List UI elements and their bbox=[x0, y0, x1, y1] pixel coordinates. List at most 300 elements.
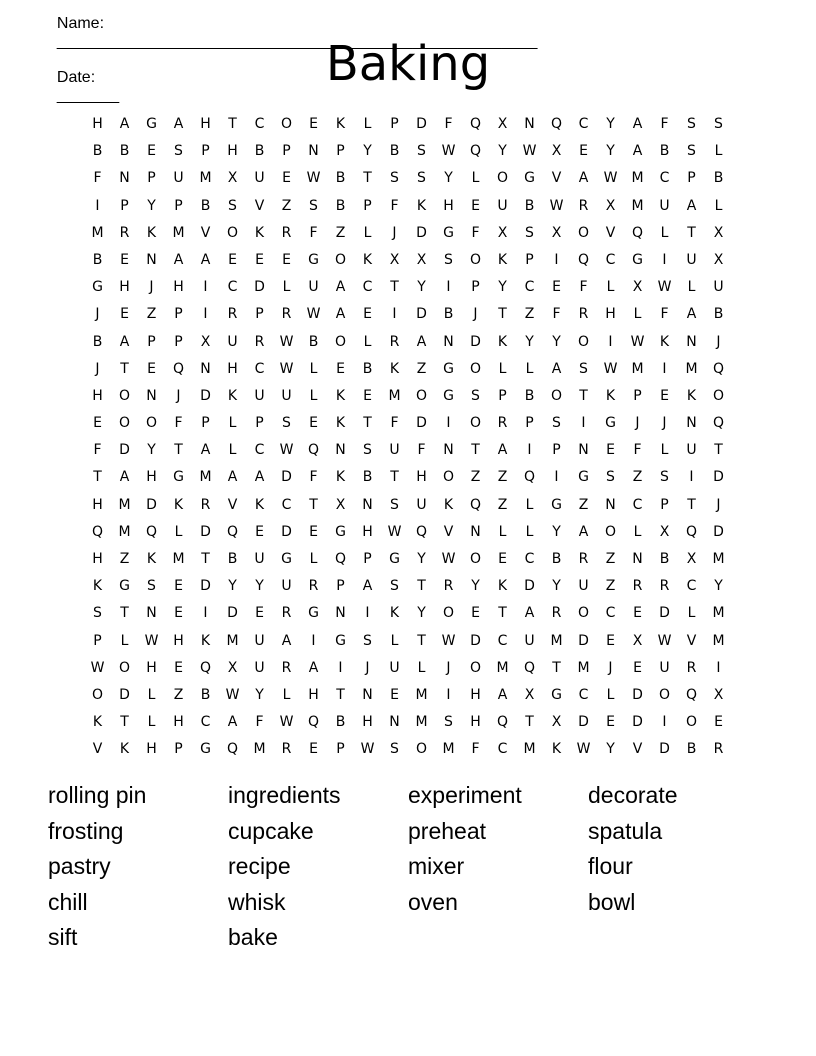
grid-letter[interactable]: E bbox=[633, 659, 642, 676]
grid-letter[interactable]: P bbox=[660, 496, 669, 513]
grid-letter[interactable]: L bbox=[525, 523, 534, 540]
grid-letter[interactable]: Y bbox=[417, 279, 426, 296]
grid-letter[interactable]: E bbox=[363, 387, 372, 404]
grid-letter[interactable]: Y bbox=[498, 143, 507, 160]
grid-letter[interactable]: D bbox=[632, 686, 643, 703]
grid-letter[interactable]: L bbox=[606, 279, 615, 296]
grid-letter[interactable]: Y bbox=[444, 170, 453, 187]
grid-letter[interactable]: N bbox=[686, 415, 697, 432]
grid-letter[interactable]: H bbox=[173, 714, 184, 731]
grid-letter[interactable]: Y bbox=[552, 578, 561, 595]
grid-letter[interactable]: M bbox=[685, 360, 698, 377]
grid-letter[interactable]: X bbox=[632, 632, 643, 649]
grid-letter[interactable]: P bbox=[687, 170, 696, 187]
grid-letter[interactable]: G bbox=[389, 551, 400, 567]
grid-letter[interactable]: O bbox=[226, 224, 239, 241]
grid-letter[interactable]: Q bbox=[685, 523, 698, 540]
grid-letter[interactable]: L bbox=[228, 442, 237, 459]
grid-letter[interactable]: P bbox=[147, 170, 156, 187]
grid-letter[interactable]: K bbox=[173, 496, 184, 513]
grid-letter[interactable]: P bbox=[255, 306, 264, 323]
grid-letter[interactable]: W bbox=[657, 279, 672, 296]
grid-letter[interactable]: G bbox=[443, 224, 454, 241]
grid-letter[interactable]: G bbox=[92, 279, 103, 296]
grid-letter[interactable]: I bbox=[446, 686, 451, 703]
grid-letter[interactable]: D bbox=[632, 714, 643, 731]
grid-letter[interactable]: Q bbox=[91, 523, 104, 540]
grid-letter[interactable]: A bbox=[686, 306, 697, 323]
grid-letter[interactable]: Z bbox=[605, 551, 616, 567]
grid-letter[interactable]: T bbox=[120, 605, 129, 622]
grid-letter[interactable]: C bbox=[524, 551, 535, 567]
grid-letter[interactable]: U bbox=[254, 387, 265, 404]
grid-letter[interactable]: G bbox=[308, 251, 319, 268]
grid-letter[interactable]: E bbox=[606, 714, 615, 731]
grid-letter[interactable]: M bbox=[226, 632, 239, 649]
grid-letter[interactable]: W bbox=[630, 333, 645, 350]
grid-letter[interactable]: U bbox=[713, 279, 724, 296]
grid-letter[interactable]: H bbox=[470, 714, 481, 731]
grid-letter[interactable]: L bbox=[363, 116, 372, 132]
grid-letter[interactable]: Y bbox=[255, 578, 264, 595]
grid-letter[interactable]: R bbox=[389, 333, 400, 350]
grid-letter[interactable]: A bbox=[632, 116, 643, 132]
grid-letter[interactable]: E bbox=[255, 605, 264, 622]
grid-letter[interactable]: R bbox=[281, 306, 292, 323]
grid-letter[interactable]: W bbox=[306, 170, 321, 187]
grid-letter[interactable]: X bbox=[551, 224, 562, 241]
grid-letter[interactable]: H bbox=[146, 659, 157, 676]
grid-letter[interactable]: D bbox=[416, 306, 427, 323]
grid-letter[interactable]: O bbox=[442, 469, 455, 486]
grid-letter[interactable]: O bbox=[469, 360, 482, 377]
grid-letter[interactable]: I bbox=[203, 306, 208, 323]
grid-letter[interactable]: W bbox=[306, 306, 321, 323]
grid-letter[interactable]: T bbox=[228, 116, 237, 132]
grid-letter[interactable]: U bbox=[389, 659, 400, 676]
grid-letter[interactable]: E bbox=[174, 659, 183, 676]
grid-letter[interactable]: E bbox=[309, 523, 318, 540]
grid-letter[interactable]: Y bbox=[471, 578, 480, 595]
grid-letter[interactable]: Y bbox=[552, 333, 561, 350]
grid-letter[interactable]: V bbox=[605, 224, 616, 241]
grid-letter[interactable]: Q bbox=[469, 116, 482, 132]
grid-letter[interactable]: Y bbox=[417, 551, 426, 567]
grid-letter[interactable]: T bbox=[687, 224, 696, 241]
grid-letter[interactable]: H bbox=[227, 143, 238, 160]
grid-letter[interactable]: D bbox=[200, 387, 211, 404]
grid-letter[interactable]: I bbox=[608, 333, 613, 350]
grid-letter[interactable]: B bbox=[335, 714, 346, 731]
grid-letter[interactable]: P bbox=[471, 279, 480, 296]
grid-letter[interactable]: W bbox=[441, 632, 456, 649]
grid-letter[interactable]: Q bbox=[307, 714, 320, 731]
grid-letter[interactable]: S bbox=[390, 170, 399, 187]
grid-letter[interactable]: G bbox=[443, 387, 454, 404]
grid-letter[interactable]: S bbox=[714, 116, 723, 132]
grid-letter[interactable]: K bbox=[146, 224, 157, 241]
grid-letter[interactable]: I bbox=[311, 632, 316, 649]
grid-letter[interactable]: N bbox=[146, 387, 157, 404]
grid-letter[interactable]: H bbox=[92, 116, 103, 132]
grid-letter[interactable]: B bbox=[362, 469, 373, 486]
grid-letter[interactable]: B bbox=[92, 143, 103, 160]
grid-letter[interactable]: T bbox=[714, 442, 723, 459]
grid-letter[interactable]: O bbox=[469, 251, 482, 268]
grid-letter[interactable]: K bbox=[254, 496, 265, 513]
grid-letter[interactable]: E bbox=[120, 251, 129, 268]
grid-letter[interactable]: O bbox=[415, 387, 428, 404]
grid-letter[interactable]: W bbox=[144, 632, 159, 649]
grid-letter[interactable]: A bbox=[200, 251, 211, 268]
grid-letter[interactable]: K bbox=[200, 632, 211, 649]
grid-letter[interactable]: I bbox=[689, 469, 694, 486]
grid-letter[interactable]: I bbox=[203, 605, 208, 622]
grid-letter[interactable]: A bbox=[308, 659, 319, 676]
grid-letter[interactable]: L bbox=[363, 224, 372, 241]
grid-letter[interactable]: B bbox=[362, 360, 373, 377]
grid-letter[interactable]: N bbox=[524, 116, 535, 132]
grid-letter[interactable]: P bbox=[363, 197, 372, 214]
grid-letter[interactable]: K bbox=[119, 741, 130, 758]
grid-letter[interactable]: W bbox=[279, 360, 294, 377]
grid-letter[interactable]: E bbox=[309, 415, 318, 432]
grid-letter[interactable]: M bbox=[415, 686, 428, 703]
grid-letter[interactable]: P bbox=[255, 415, 264, 432]
grid-letter[interactable]: N bbox=[605, 496, 616, 513]
grid-letter[interactable]: N bbox=[578, 442, 589, 459]
grid-letter[interactable]: M bbox=[415, 714, 428, 731]
grid-letter[interactable]: L bbox=[147, 714, 156, 731]
grid-letter[interactable]: F bbox=[552, 306, 561, 323]
grid-letter[interactable]: M bbox=[712, 632, 725, 649]
grid-letter[interactable]: T bbox=[390, 469, 399, 486]
grid-letter[interactable]: C bbox=[632, 496, 643, 513]
grid-letter[interactable]: Q bbox=[469, 496, 482, 513]
grid-letter[interactable]: G bbox=[632, 251, 643, 268]
grid-letter[interactable]: K bbox=[92, 714, 103, 731]
grid-letter[interactable]: T bbox=[93, 469, 102, 486]
grid-letter[interactable]: S bbox=[444, 251, 453, 268]
grid-letter[interactable]: L bbox=[390, 632, 399, 649]
grid-letter[interactable]: R bbox=[227, 306, 238, 323]
grid-letter[interactable]: D bbox=[119, 442, 130, 459]
grid-letter[interactable]: J bbox=[716, 333, 721, 350]
grid-letter[interactable]: F bbox=[390, 197, 399, 214]
grid-letter[interactable]: Y bbox=[525, 333, 534, 350]
grid-letter[interactable]: K bbox=[686, 387, 697, 404]
grid-letter[interactable]: X bbox=[605, 197, 616, 214]
grid-letter[interactable]: E bbox=[660, 387, 669, 404]
grid-letter[interactable]: E bbox=[282, 170, 291, 187]
grid-letter[interactable]: N bbox=[335, 442, 346, 459]
grid-letter[interactable]: E bbox=[498, 551, 507, 567]
grid-letter[interactable]: M bbox=[199, 469, 212, 486]
grid-letter[interactable]: H bbox=[227, 360, 238, 377]
grid-letter[interactable]: X bbox=[227, 170, 238, 187]
grid-letter[interactable]: T bbox=[471, 442, 480, 459]
grid-letter[interactable]: X bbox=[551, 143, 562, 160]
grid-letter[interactable]: X bbox=[497, 116, 508, 132]
grid-letter[interactable]: E bbox=[714, 714, 723, 731]
grid-letter[interactable]: A bbox=[686, 197, 697, 214]
grid-letter[interactable]: P bbox=[390, 116, 399, 132]
grid-letter[interactable]: X bbox=[416, 251, 427, 268]
grid-letter[interactable]: Q bbox=[631, 224, 644, 241]
grid-letter[interactable]: N bbox=[389, 714, 400, 731]
grid-letter[interactable]: K bbox=[497, 333, 508, 350]
grid-letter[interactable]: A bbox=[335, 306, 346, 323]
grid-letter[interactable]: W bbox=[441, 143, 456, 160]
grid-letter[interactable]: D bbox=[713, 523, 724, 540]
grid-letter[interactable]: F bbox=[174, 415, 183, 432]
grid-letter[interactable]: S bbox=[687, 143, 696, 160]
grid-letter[interactable]: Y bbox=[552, 523, 561, 540]
grid-letter[interactable]: E bbox=[552, 279, 561, 296]
grid-letter[interactable]: M bbox=[172, 224, 185, 241]
grid-letter[interactable]: E bbox=[174, 578, 183, 595]
grid-letter[interactable]: I bbox=[662, 360, 667, 377]
grid-letter[interactable]: E bbox=[309, 116, 318, 132]
grid-letter[interactable]: S bbox=[687, 116, 696, 132]
grid-letter[interactable]: B bbox=[659, 143, 670, 160]
grid-letter[interactable]: U bbox=[524, 632, 535, 649]
grid-letter[interactable]: L bbox=[309, 360, 318, 377]
grid-letter[interactable]: K bbox=[659, 333, 670, 350]
grid-letter[interactable]: Q bbox=[523, 469, 536, 486]
grid-letter[interactable]: X bbox=[551, 714, 562, 731]
grid-letter[interactable]: I bbox=[203, 279, 208, 296]
grid-letter[interactable]: A bbox=[227, 469, 238, 486]
grid-letter[interactable]: B bbox=[524, 387, 535, 404]
grid-letter[interactable]: H bbox=[173, 632, 184, 649]
grid-letter[interactable]: P bbox=[336, 578, 345, 595]
grid-letter[interactable]: F bbox=[93, 170, 102, 187]
grid-letter[interactable]: M bbox=[172, 551, 185, 567]
grid-letter[interactable]: E bbox=[255, 251, 264, 268]
grid-letter[interactable]: V bbox=[632, 741, 643, 758]
grid-letter[interactable]: H bbox=[362, 714, 373, 731]
grid-letter[interactable]: O bbox=[334, 251, 347, 268]
grid-letter[interactable]: Z bbox=[524, 306, 535, 323]
grid-letter[interactable]: K bbox=[551, 741, 562, 758]
grid-letter[interactable]: R bbox=[281, 224, 292, 241]
grid-letter[interactable]: G bbox=[146, 116, 157, 132]
grid-letter[interactable]: S bbox=[390, 578, 399, 595]
grid-letter[interactable]: V bbox=[686, 632, 697, 649]
grid-letter[interactable]: T bbox=[687, 496, 696, 513]
grid-letter[interactable]: S bbox=[282, 415, 291, 432]
grid-letter[interactable]: K bbox=[389, 605, 400, 622]
grid-letter[interactable]: F bbox=[93, 442, 102, 459]
grid-letter[interactable]: K bbox=[362, 251, 373, 268]
grid-letter[interactable]: T bbox=[498, 605, 507, 622]
grid-letter[interactable]: A bbox=[632, 143, 643, 160]
grid-letter[interactable]: F bbox=[660, 306, 669, 323]
grid-letter[interactable]: H bbox=[146, 741, 157, 758]
grid-letter[interactable]: A bbox=[173, 251, 184, 268]
grid-letter[interactable]: C bbox=[254, 442, 265, 459]
grid-letter[interactable]: C bbox=[497, 741, 508, 758]
grid-letter[interactable]: M bbox=[253, 741, 266, 758]
grid-letter[interactable]: Y bbox=[147, 442, 156, 459]
grid-letter[interactable]: K bbox=[146, 551, 157, 567]
grid-letter[interactable]: C bbox=[605, 251, 616, 268]
grid-letter[interactable]: U bbox=[173, 170, 184, 187]
grid-letter[interactable]: C bbox=[605, 605, 616, 622]
grid-letter[interactable]: D bbox=[146, 496, 157, 513]
grid-letter[interactable]: O bbox=[577, 605, 590, 622]
grid-letter[interactable]: O bbox=[496, 170, 509, 187]
grid-letter[interactable]: L bbox=[633, 523, 642, 540]
grid-letter[interactable]: C bbox=[362, 279, 373, 296]
grid-letter[interactable]: L bbox=[282, 686, 291, 703]
grid-letter[interactable]: H bbox=[443, 197, 454, 214]
grid-letter[interactable]: N bbox=[308, 143, 319, 160]
grid-letter[interactable]: T bbox=[309, 496, 318, 513]
grid-letter[interactable]: A bbox=[173, 116, 184, 132]
grid-letter[interactable]: S bbox=[471, 387, 480, 404]
grid-letter[interactable]: W bbox=[522, 143, 537, 160]
grid-letter[interactable]: I bbox=[554, 251, 559, 268]
grid-letter[interactable]: Z bbox=[497, 469, 508, 486]
grid-letter[interactable]: J bbox=[176, 387, 181, 404]
grid-letter[interactable]: K bbox=[497, 578, 508, 595]
grid-letter[interactable]: G bbox=[443, 360, 454, 377]
grid-letter[interactable]: I bbox=[446, 415, 451, 432]
grid-letter[interactable]: A bbox=[416, 333, 427, 350]
grid-letter[interactable]: D bbox=[416, 415, 427, 432]
grid-letter[interactable]: Y bbox=[363, 143, 372, 160]
grid-letter[interactable]: M bbox=[496, 659, 509, 676]
grid-letter[interactable]: R bbox=[281, 605, 292, 622]
grid-letter[interactable]: Z bbox=[605, 578, 616, 595]
grid-letter[interactable]: M bbox=[91, 224, 104, 241]
grid-letter[interactable]: K bbox=[92, 578, 103, 595]
grid-letter[interactable]: U bbox=[416, 496, 427, 513]
grid-letter[interactable]: N bbox=[470, 523, 481, 540]
grid-letter[interactable]: L bbox=[417, 659, 426, 676]
grid-letter[interactable]: X bbox=[632, 279, 643, 296]
grid-letter[interactable]: U bbox=[497, 197, 508, 214]
grid-letter[interactable]: D bbox=[227, 605, 238, 622]
grid-letter[interactable]: P bbox=[174, 197, 183, 214]
grid-letter[interactable]: Q bbox=[712, 360, 725, 377]
grid-letter[interactable]: J bbox=[446, 659, 451, 676]
grid-letter[interactable]: B bbox=[686, 741, 697, 758]
grid-letter[interactable]: D bbox=[470, 632, 481, 649]
grid-letter[interactable]: O bbox=[334, 333, 347, 350]
grid-letter[interactable]: Y bbox=[228, 578, 237, 595]
grid-letter[interactable]: O bbox=[118, 659, 131, 676]
grid-letter[interactable]: Q bbox=[226, 741, 239, 758]
grid-letter[interactable]: Q bbox=[523, 659, 536, 676]
grid-letter[interactable]: H bbox=[92, 387, 103, 404]
grid-letter[interactable]: P bbox=[120, 197, 129, 214]
name-blank[interactable]: ______________________________________________________ bbox=[56, 33, 538, 50]
date-blank[interactable]: _______ bbox=[56, 87, 120, 104]
grid-letter[interactable]: X bbox=[227, 659, 238, 676]
grid-letter[interactable]: Q bbox=[415, 523, 428, 540]
grid-letter[interactable]: S bbox=[309, 197, 318, 214]
grid-letter[interactable]: B bbox=[200, 686, 211, 703]
grid-letter[interactable]: F bbox=[255, 714, 264, 731]
grid-letter[interactable]: G bbox=[200, 741, 211, 758]
grid-letter[interactable]: Y bbox=[606, 116, 615, 132]
grid-letter[interactable]: E bbox=[255, 523, 264, 540]
grid-letter[interactable]: K bbox=[389, 360, 400, 377]
grid-letter[interactable]: W bbox=[603, 360, 618, 377]
grid-letter[interactable]: O bbox=[685, 714, 698, 731]
grid-letter[interactable]: K bbox=[443, 496, 454, 513]
grid-letter[interactable]: F bbox=[309, 224, 318, 241]
grid-letter[interactable]: N bbox=[632, 551, 643, 567]
grid-letter[interactable]: O bbox=[712, 387, 725, 404]
grid-letter[interactable]: A bbox=[254, 469, 265, 486]
grid-letter[interactable]: B bbox=[335, 170, 346, 187]
grid-letter[interactable]: Z bbox=[578, 496, 589, 513]
grid-letter[interactable]: E bbox=[147, 360, 156, 377]
grid-letter[interactable]: Z bbox=[173, 686, 184, 703]
grid-letter[interactable]: R bbox=[200, 496, 211, 513]
grid-letter[interactable]: P bbox=[174, 333, 183, 350]
grid-letter[interactable]: W bbox=[657, 632, 672, 649]
grid-letter[interactable]: U bbox=[281, 578, 292, 595]
grid-letter[interactable]: K bbox=[335, 116, 346, 132]
grid-letter[interactable]: L bbox=[282, 279, 291, 296]
grid-letter[interactable]: C bbox=[659, 170, 670, 187]
grid-letter[interactable]: M bbox=[388, 387, 401, 404]
grid-letter[interactable]: R bbox=[578, 197, 589, 214]
grid-letter[interactable]: P bbox=[336, 143, 345, 160]
grid-letter[interactable]: F bbox=[471, 741, 480, 758]
grid-letter[interactable]: O bbox=[577, 224, 590, 241]
grid-letter[interactable]: M bbox=[712, 551, 725, 567]
grid-letter[interactable]: D bbox=[659, 741, 670, 758]
grid-letter[interactable]: L bbox=[687, 605, 696, 622]
grid-letter[interactable]: O bbox=[442, 605, 455, 622]
grid-letter[interactable]: C bbox=[578, 116, 589, 132]
grid-letter[interactable]: C bbox=[254, 360, 265, 377]
grid-letter[interactable]: A bbox=[335, 279, 346, 296]
grid-letter[interactable]: O bbox=[145, 415, 158, 432]
grid-letter[interactable]: D bbox=[416, 224, 427, 241]
grid-letter[interactable]: A bbox=[227, 714, 238, 731]
grid-letter[interactable]: V bbox=[551, 170, 562, 187]
grid-letter[interactable]: D bbox=[281, 469, 292, 486]
grid-letter[interactable]: X bbox=[200, 333, 211, 350]
grid-letter[interactable]: E bbox=[606, 442, 615, 459]
grid-letter[interactable]: E bbox=[309, 741, 318, 758]
grid-letter[interactable]: A bbox=[362, 578, 373, 595]
grid-letter[interactable]: J bbox=[635, 415, 640, 432]
grid-letter[interactable]: A bbox=[497, 686, 508, 703]
grid-letter[interactable]: V bbox=[443, 523, 454, 540]
grid-letter[interactable]: S bbox=[363, 632, 372, 649]
grid-letter[interactable]: L bbox=[714, 143, 723, 160]
grid-letter[interactable]: W bbox=[387, 523, 402, 540]
grid-letter[interactable]: K bbox=[497, 251, 508, 268]
grid-letter[interactable]: M bbox=[118, 523, 131, 540]
grid-letter[interactable]: W bbox=[603, 170, 618, 187]
grid-letter[interactable]: O bbox=[415, 741, 428, 758]
grid-letter[interactable]: D bbox=[713, 469, 724, 486]
grid-letter[interactable]: U bbox=[389, 442, 400, 459]
grid-letter[interactable]: I bbox=[365, 605, 370, 622]
grid-letter[interactable]: N bbox=[146, 251, 157, 268]
grid-letter[interactable]: L bbox=[660, 442, 669, 459]
grid-letter[interactable]: M bbox=[523, 741, 536, 758]
